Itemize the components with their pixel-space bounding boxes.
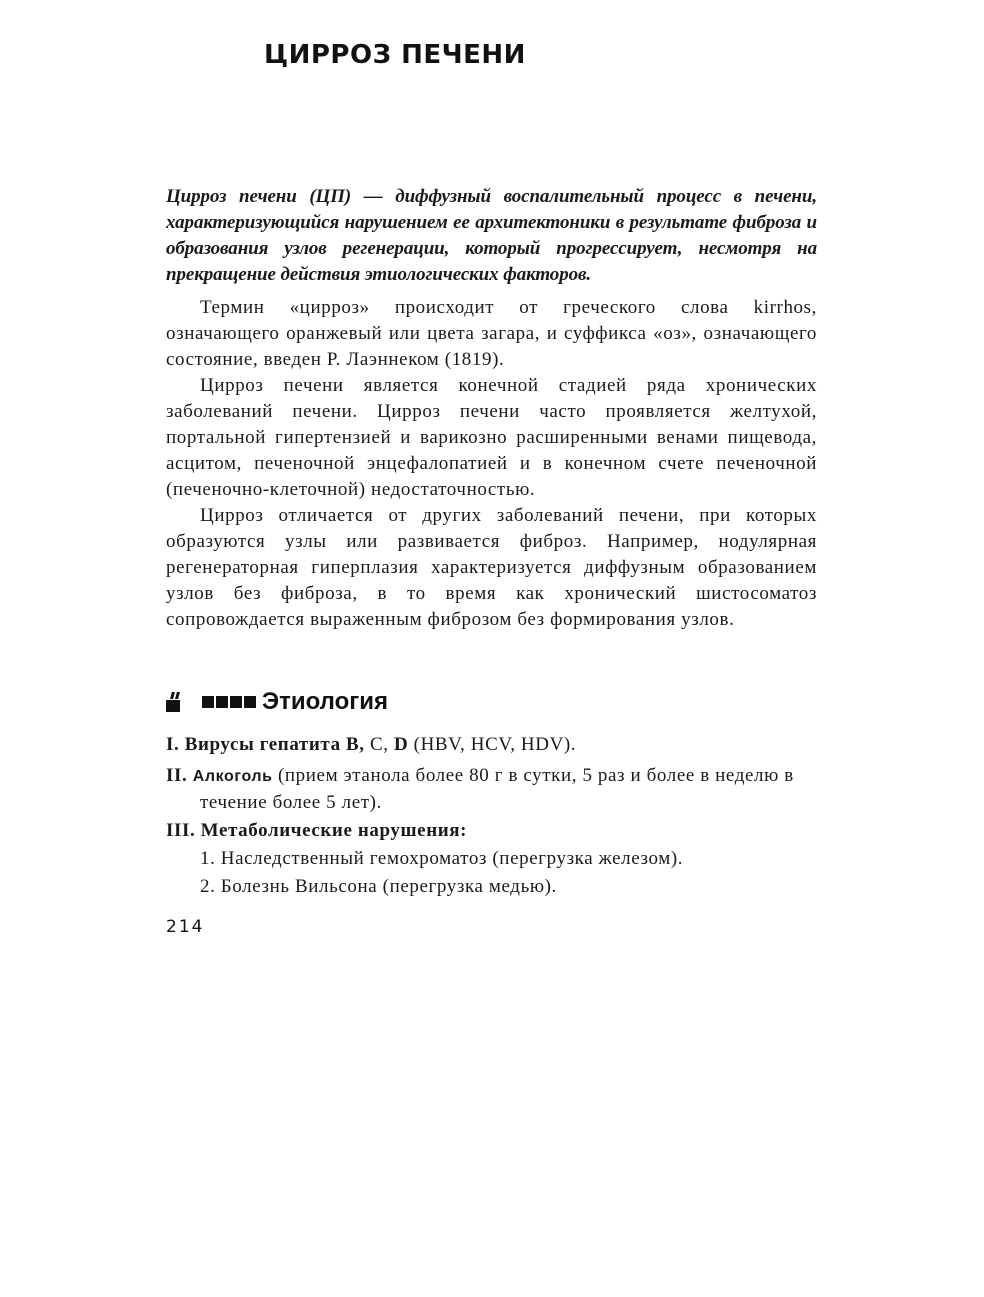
- etiology-subitem-wilson: 2. Болезнь Вильсона (перегрузка медью).: [200, 876, 557, 897]
- etiology-item-viruses-mid: C,: [364, 734, 394, 755]
- paragraph-differences: Цирроз отличается от других заболеваний печени, при которых образуются узлы или развивается фиброз. Например, нодулярная регенераторная гиперплазия характеризуется диффузным образованием узлов без фиброза, в то время как хронический шистосоматоз сопровождается выраженным фиброзом без формирования узлов.: [166, 505, 817, 630]
- section-heading-label: Этиология: [262, 688, 388, 715]
- chapter-title: ЦИРРОЗ ПЕЧЕНИ: [264, 40, 526, 70]
- square-bullets-icon: [202, 696, 256, 708]
- section-heading-etiology: [166, 688, 388, 716]
- paragraph-term-origin: Термин «цирроз» происходит от греческого слова kirrhos, означающего оранжевый или цвета загара, и суффикса «оз», означающего состояние, введен Р. Лаэннеком (1819).: [166, 297, 817, 370]
- definition-paragraph: Цирроз печени (ЦП) — диффузный воспалительный процесс в печени, характеризующийся нарушением ее архитектоники в результате фиброза и образования узлов регенерации, который прогрессирует, несмотря на прекращение действия этиологических факторов.: [166, 186, 817, 285]
- etiology-item-viruses-rest: (HBV, HCV, HDV).: [408, 734, 577, 755]
- quote-mark-icon: [166, 692, 180, 712]
- etiology-item-alcohol-rest: (прием этанола более 80 г в сутки, 5 раз и более в неделю в течение более 5 лет).: [200, 765, 794, 813]
- etiology-subitem-hemochromatosis: 1. Наследственный гемохроматоз (перегрузка железом).: [200, 848, 684, 869]
- etiology-item-viruses-bold2: D: [393, 734, 409, 755]
- etiology-item-viruses: [166, 732, 817, 758]
- etiology-item-viruses-bold: I. Вирусы гепатита B,: [166, 734, 365, 755]
- etiology-item-metabolic: III. Метаболические нарушения:: [166, 820, 468, 841]
- page-number: 214: [166, 917, 205, 937]
- etiology-item-alcohol-label: Алкоголь: [192, 768, 273, 785]
- etiology-item-alcohol: [166, 763, 851, 816]
- etiology-item-alcohol-num: II.: [166, 765, 193, 786]
- paragraph-end-stage: Цирроз печени является конечной стадией ряда хронических заболеваний печени. Цирроз печени часто проявляется желтухой, портальной гипертензией и варикозно расширенными венами пищевода, асцитом, печеночной энцефалопатией и в конечном счете печеночной (печеночно-клеточной) недостаточностью.: [166, 375, 817, 500]
